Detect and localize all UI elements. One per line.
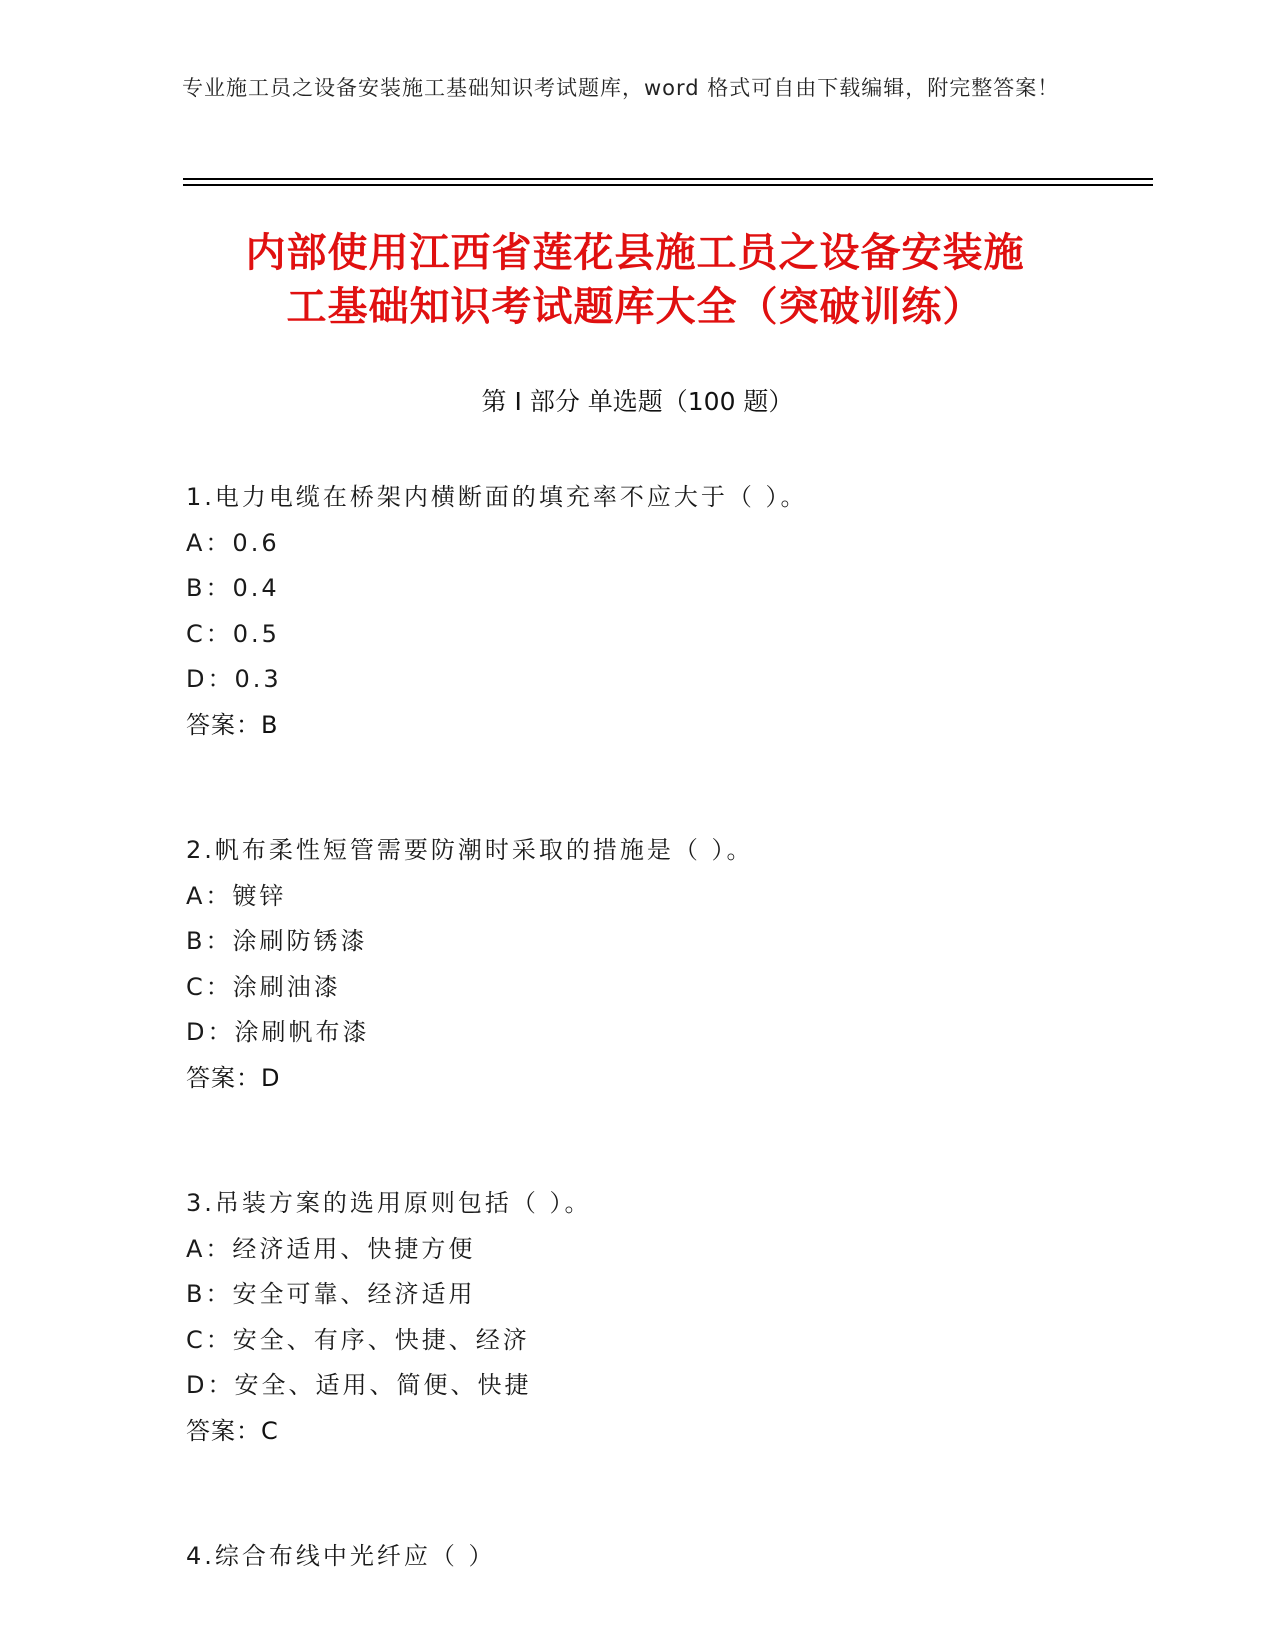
option-d bbox=[186, 1363, 1146, 1409]
option-key: A： bbox=[186, 1234, 233, 1263]
option-key: B： bbox=[186, 927, 233, 955]
option-key: D： bbox=[186, 665, 235, 693]
header-divider-thick bbox=[183, 178, 1153, 180]
option-c bbox=[186, 612, 1146, 658]
question-3 bbox=[186, 1181, 1146, 1454]
option-key: A： bbox=[186, 528, 233, 557]
question-stem: 3.吊装方案的选用原则包括（ ）。 bbox=[186, 1189, 592, 1217]
header-note: 专业施工员之设备安装施工基础知识考试题库，word 格式可自由下载编辑，附完整答案！ bbox=[182, 76, 1060, 100]
option-key: A： bbox=[186, 881, 233, 910]
section-heading: 第 I 部分 单选题（100 题） bbox=[481, 387, 794, 416]
option-text: 0.3 bbox=[234, 665, 282, 693]
document-title-line-1: 内部使用江西省莲花县施工员之设备安装施 bbox=[245, 230, 1025, 276]
answer-line: 答案：D bbox=[186, 1063, 281, 1092]
option-a bbox=[186, 521, 1146, 567]
option-text: 安全、适用、简便、快捷 bbox=[234, 1371, 532, 1399]
document-title bbox=[150, 226, 1120, 334]
option-text: 安全可靠、经济适用 bbox=[232, 1280, 476, 1308]
option-key: C： bbox=[186, 972, 233, 1001]
question-stem: 1.电力电缆在桥架内横断面的填充率不应大于（ ）。 bbox=[186, 483, 808, 511]
option-key: D： bbox=[186, 1018, 235, 1046]
option-b bbox=[186, 566, 1146, 612]
option-key: C： bbox=[186, 619, 233, 648]
option-key: C： bbox=[186, 1325, 233, 1354]
option-a bbox=[186, 874, 1146, 920]
option-text: 0.4 bbox=[232, 574, 280, 602]
option-key: B： bbox=[186, 574, 233, 602]
option-b bbox=[186, 1272, 1146, 1318]
option-key: D： bbox=[186, 1371, 235, 1399]
answer-line: 答案：B bbox=[186, 710, 279, 739]
option-a bbox=[186, 1227, 1146, 1273]
answer-line: 答案：C bbox=[186, 1416, 279, 1445]
question-list bbox=[186, 475, 1146, 1580]
header-divider-thin bbox=[183, 184, 1153, 186]
question-2 bbox=[186, 828, 1146, 1101]
option-d bbox=[186, 1010, 1146, 1056]
question-stem: 4.综合布线中光纤应（ ） bbox=[186, 1542, 496, 1570]
option-text: 镀锌 bbox=[232, 881, 287, 910]
document-title-line-2: 工基础知识考试题库大全（突破训练） bbox=[286, 284, 984, 330]
option-c bbox=[186, 1318, 1146, 1364]
option-text: 0.6 bbox=[232, 528, 280, 557]
option-c bbox=[186, 965, 1146, 1011]
question-spacer bbox=[186, 1101, 1146, 1181]
option-d bbox=[186, 657, 1146, 703]
option-b bbox=[186, 919, 1146, 965]
option-key: B： bbox=[186, 1280, 233, 1308]
option-text: 涂刷帆布漆 bbox=[234, 1018, 370, 1046]
question-1 bbox=[186, 475, 1146, 748]
question-4 bbox=[186, 1534, 1146, 1580]
question-spacer bbox=[186, 1454, 1146, 1534]
option-text: 0.5 bbox=[232, 619, 280, 648]
question-spacer bbox=[186, 748, 1146, 828]
option-text: 经济适用、快捷方便 bbox=[232, 1234, 476, 1263]
question-stem: 2.帆布柔性短管需要防潮时采取的措施是（ ）。 bbox=[186, 836, 754, 864]
option-text: 涂刷防锈漆 bbox=[232, 927, 368, 955]
option-text: 涂刷油漆 bbox=[232, 972, 341, 1001]
option-text: 安全、有序、快捷、经济 bbox=[232, 1325, 530, 1354]
